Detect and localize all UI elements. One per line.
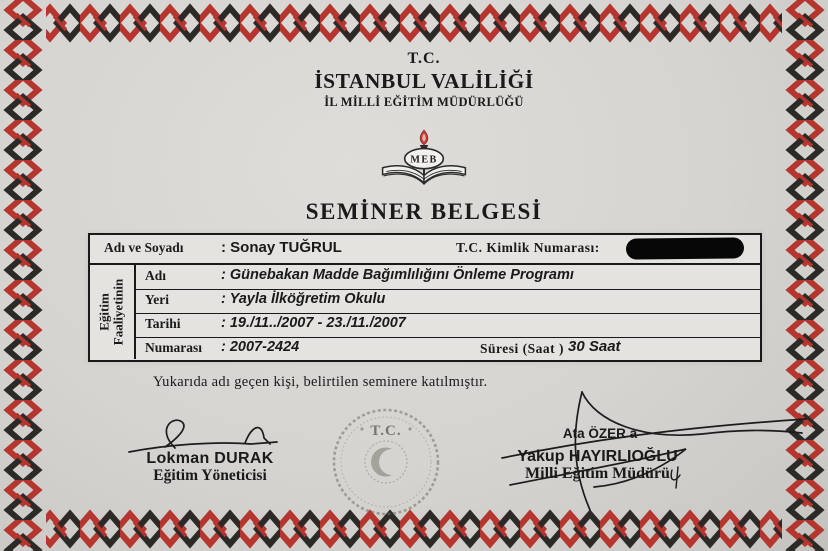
row-label-tarihi: Tarihi bbox=[145, 316, 181, 331]
stamp-text: T.C. bbox=[370, 423, 402, 439]
crescent-icon bbox=[371, 448, 392, 477]
row-label-yeri: Yeri bbox=[145, 292, 169, 307]
letterhead-directorate: İL MİLLİ EĞİTİM MÜDÜRLÜĞÜ bbox=[324, 95, 524, 109]
row-value-tarihi: : 19./11../2007 - 23./11./2007 bbox=[221, 315, 406, 331]
id-label: T.C. Kimlik Numarası: bbox=[456, 240, 600, 255]
id-redaction-mark bbox=[626, 237, 744, 259]
group-label-cell bbox=[90, 265, 136, 359]
right-signer-title: Milli Eğitim Müdürü bbox=[525, 465, 670, 482]
name-value: : Sonay TUĞRUL bbox=[221, 239, 342, 256]
certificate-title: SEMİNER BELGESİ bbox=[305, 199, 543, 224]
meb-logo bbox=[378, 129, 470, 191]
left-signer-title: Eğitim Yöneticisi bbox=[153, 467, 267, 484]
name-label: Adı ve Soyadı bbox=[104, 240, 184, 255]
duration-label: Süresi (Saat ) bbox=[480, 341, 565, 356]
letterhead-governorship: İSTANBUL VALİLİĞİ bbox=[314, 69, 534, 93]
official-stamp bbox=[328, 404, 444, 520]
certificate-table bbox=[88, 233, 762, 362]
group-label: Eğitim Faaliyetinin bbox=[96, 278, 126, 346]
left-signer-name: Lokman DURAK bbox=[146, 450, 274, 467]
duration-value: 30 Saat bbox=[568, 338, 621, 355]
row-label-numarasi: Numarası bbox=[145, 340, 202, 355]
letterhead bbox=[20, 50, 828, 110]
logo-label: MEB bbox=[410, 154, 438, 166]
letterhead-tc: T.C. bbox=[407, 50, 441, 67]
right-signer-annotation: Ata ÖZER a bbox=[562, 426, 638, 441]
attendance-statement: Yukarıda adı geçen kişi, belirtilen seminere katılmıştır. bbox=[153, 374, 488, 390]
row-value-yeri: : Yayla İlköğretim Okulu bbox=[221, 291, 386, 307]
row-label-adi: Adı bbox=[145, 268, 167, 283]
row-value-numarasi: : 2007-2424 bbox=[221, 339, 300, 355]
row-value-adi: : Günebakan Madde Bağımlılığını Önleme Programı bbox=[221, 267, 574, 283]
right-signer-name: Yakup HAYIRLIOĞLU bbox=[517, 448, 678, 465]
